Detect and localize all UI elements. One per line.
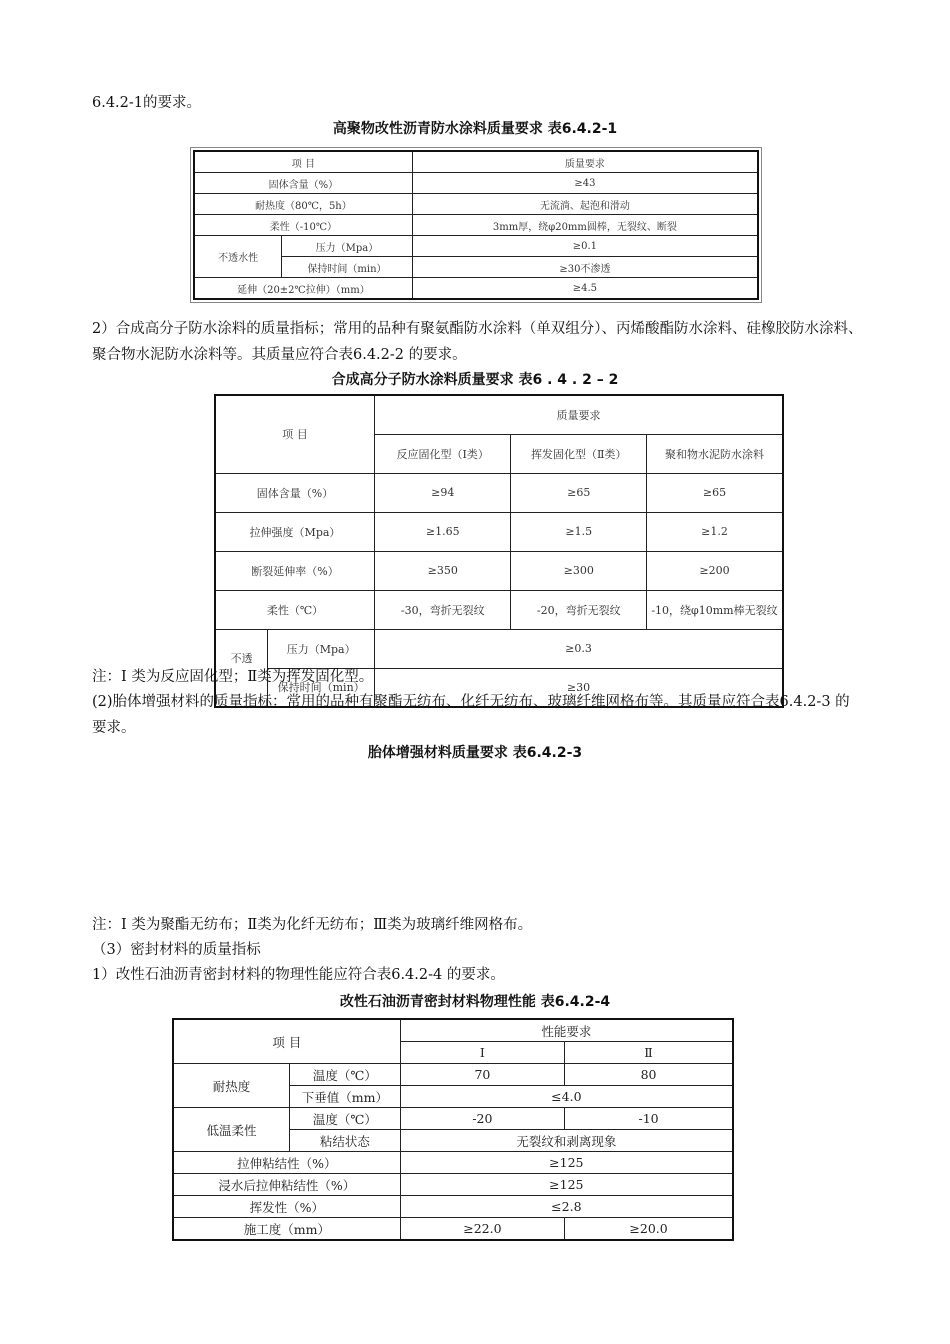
table4-caption: 改性石油沥青密封材料物理性能 表6.4.2-4	[339, 994, 611, 1010]
row-label: 粘结状态	[290, 1130, 401, 1152]
row-value: -30，弯折无裂纹	[375, 590, 511, 629]
table-row	[194, 278, 758, 300]
paragraph-synthetic: 2）合成高分子防水涂料的质量指标；常用的品种有聚氨酯防水涂料（单双组分）、丙烯酸酯防水涂料、硅橡胶防水涂料、聚合物水泥防水涂料等。其质量应符合表6.4.2-2 的要求。	[92, 321, 863, 363]
table-row	[173, 1196, 733, 1218]
row-value: -10	[565, 1108, 733, 1130]
table-row	[173, 1064, 733, 1086]
group-label: 不透水性	[194, 236, 282, 278]
row-label: 温度（℃）	[290, 1064, 401, 1086]
row-value: -10，绕φ10mm棒无裂纹	[646, 590, 783, 629]
row-value: -20，弯折无裂纹	[511, 590, 646, 629]
row-value: 3mm厚，绕φ20mm圆棒，无裂纹、断裂	[412, 215, 758, 236]
row-label: 下垂值（mm）	[290, 1086, 401, 1108]
row-label: 耐热度（80℃，5h）	[194, 194, 412, 215]
row-value: ≥20.0	[565, 1218, 733, 1241]
table1-caption: 高聚物改性沥青防水涂料质量要求 表6.4.2-1	[332, 121, 618, 137]
header-requirement: 质量要求	[412, 151, 758, 173]
row-value: 70	[400, 1064, 564, 1086]
row-label: 压力（Mpa）	[268, 629, 375, 668]
row-label: 挥发性（%）	[173, 1196, 400, 1218]
row-value: ≥30不渗透	[412, 257, 758, 278]
row-value: ≥0.1	[412, 236, 758, 257]
header-item: 项 目	[173, 1019, 400, 1064]
header-item: 项 目	[215, 395, 375, 473]
table-row	[173, 1218, 733, 1241]
row-value: ≥4.5	[412, 278, 758, 300]
table-row	[215, 629, 783, 668]
row-value: ≥94	[375, 473, 511, 512]
type-header: 反应固化型（I类）	[375, 434, 511, 473]
table-row	[194, 236, 758, 257]
row-value: ≥65	[511, 473, 646, 512]
class-header: Ⅱ	[565, 1042, 733, 1064]
paragraph-intro: 6.4.2-1的要求。	[92, 95, 202, 111]
row-value: 无裂纹和剥离现象	[400, 1130, 733, 1152]
paragraph-sealant: 1）改性石油沥青密封材料的物理性能应符合表6.4.2-4 的要求。	[92, 967, 505, 983]
note-table3: 注：I 类为聚酯无纺布；Ⅱ类为化纤无纺布；Ⅲ类为玻璃纤维网格布。	[92, 917, 533, 933]
header-item: 项 目	[194, 151, 412, 173]
row-label: 保持时间（min）	[282, 257, 413, 278]
row-label: 施工度（mm）	[173, 1218, 400, 1241]
row-label: 柔性（℃）	[215, 590, 375, 629]
row-label: 固体含量（%）	[215, 473, 375, 512]
row-value: ≥125	[400, 1174, 733, 1196]
table-6-4-2-4	[172, 1018, 734, 1241]
group-label: 低温柔性	[173, 1108, 290, 1152]
table-6-4-2-1	[193, 150, 759, 300]
row-value: ≥43	[412, 173, 758, 194]
header-requirement: 质量要求	[375, 395, 784, 434]
row-label: 断裂延伸率（%）	[215, 551, 375, 590]
row-value: ≥1.65	[375, 512, 511, 551]
table-row	[194, 194, 758, 215]
row-value: ≥200	[646, 551, 783, 590]
row-label: 压力（Mpa）	[282, 236, 413, 257]
table-row	[215, 590, 783, 629]
row-value: ≥1.2	[646, 512, 783, 551]
row-value: ≥0.3	[375, 629, 784, 668]
table-row	[173, 1108, 733, 1130]
header-requirement: 性能要求	[400, 1019, 733, 1042]
row-value: ≥30	[375, 668, 784, 707]
row-label: 保持时间（min）	[268, 668, 375, 707]
row-label: 拉伸粘结性（%）	[173, 1152, 400, 1174]
row-value: 80	[565, 1064, 733, 1086]
paragraph-sealant-heading: （3）密封材料的质量指标	[92, 942, 261, 958]
table-row	[215, 473, 783, 512]
table-row	[194, 215, 758, 236]
group-label: 耐热度	[173, 1064, 290, 1108]
row-value: ≥300	[511, 551, 646, 590]
table-row	[194, 173, 758, 194]
row-value: 无流淌、起泡和滑动	[412, 194, 758, 215]
note-table2: 注：I 类为反应固化型；Ⅱ类为挥发固化型。	[92, 669, 374, 685]
paragraph-reinforcement: (2)胎体增强材料的质量指标：常用的品种有聚酯无纺布、化纤无纺布、玻璃纤维网格布等。其质量应符合表6.4.2-3 的要求。	[92, 694, 850, 736]
table-row	[173, 1152, 733, 1174]
row-value: -20	[400, 1108, 564, 1130]
row-value: ≥350	[375, 551, 511, 590]
row-value: ≤2.8	[400, 1196, 733, 1218]
row-label: 拉伸强度（Mpa）	[215, 512, 375, 551]
type-header: 聚和物水泥防水涂料	[646, 434, 783, 473]
row-value: ≤4.0	[400, 1086, 733, 1108]
table-row	[173, 1174, 733, 1196]
table2-caption: 合成高分子防水涂料质量要求 表6 . 4 . 2 – 2	[331, 372, 619, 388]
table-row	[215, 551, 783, 590]
table-6-4-2-2	[214, 394, 784, 708]
row-label: 柔性（-10℃）	[194, 215, 412, 236]
row-value: ≥22.0	[400, 1218, 564, 1241]
class-header: I	[400, 1042, 564, 1064]
row-label: 温度（℃）	[290, 1108, 401, 1130]
table3-caption: 胎体增强材料质量要求 表6.4.2-3	[367, 745, 583, 761]
row-label: 延伸（20±2℃拉伸）（mm）	[194, 278, 412, 300]
table-row	[215, 512, 783, 551]
row-label: 浸水后拉伸粘结性（%）	[173, 1174, 400, 1196]
group-label: 不透	[215, 629, 268, 707]
row-value: ≥65	[646, 473, 783, 512]
row-value: ≥1.5	[511, 512, 646, 551]
type-header: 挥发固化型（Ⅱ类）	[511, 434, 646, 473]
row-value: ≥125	[400, 1152, 733, 1174]
row-label: 固体含量（%）	[194, 173, 412, 194]
